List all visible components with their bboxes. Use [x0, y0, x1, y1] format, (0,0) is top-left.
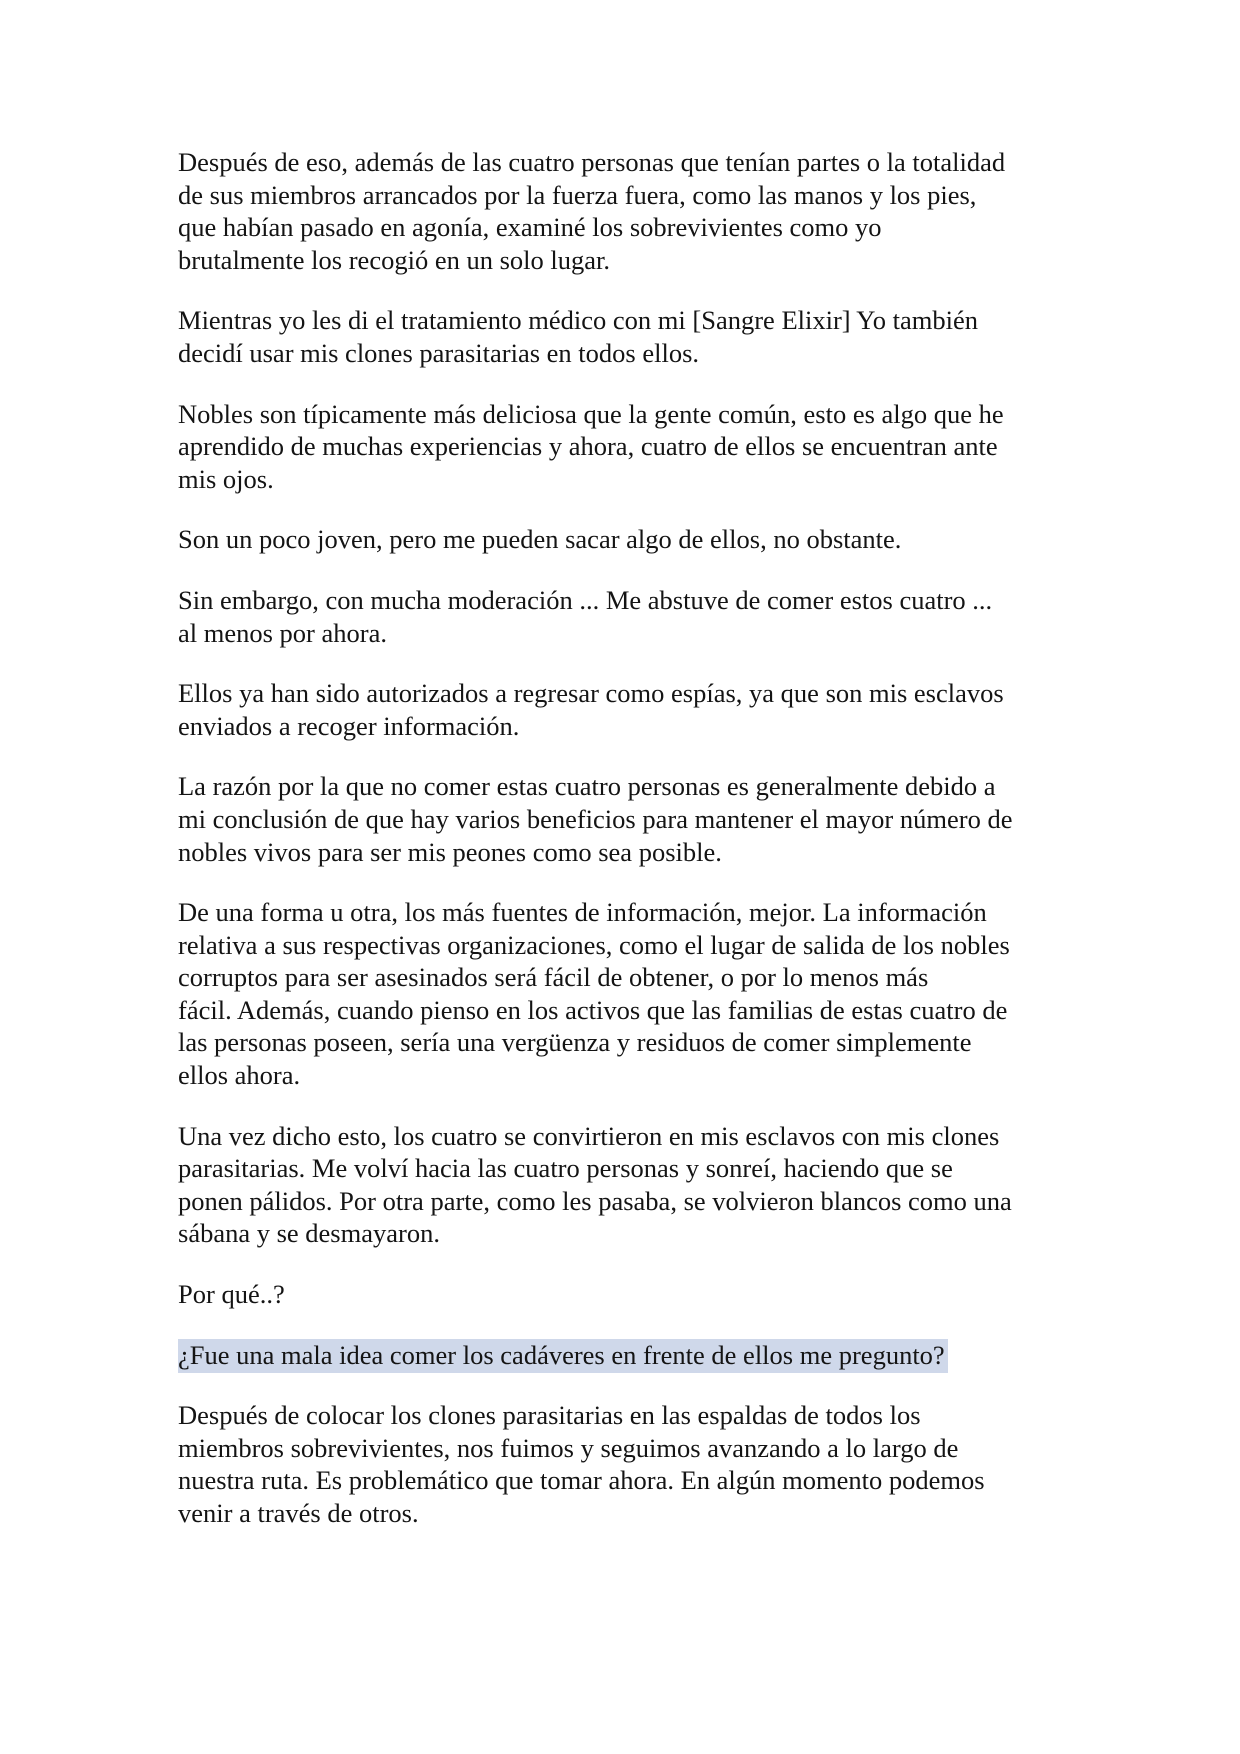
paragraph-line: nobles vivos para ser mis peones como sea posible.	[178, 836, 722, 867]
paragraph-line: mi conclusión de que hay varios beneficios para mantener el mayor número de	[178, 803, 1013, 834]
paragraph-10	[178, 1278, 1088, 1311]
paragraph-line: Nobles son típicamente más deliciosa que la gente común, esto es algo que he	[178, 398, 1004, 429]
paragraph-line: Después de colocar los clones parasitarias en las espaldas de todos los	[178, 1400, 921, 1431]
paragraph-line: ellos ahora.	[178, 1060, 301, 1091]
paragraph-line: corruptos para ser asesinados será fácil de obtener, o por lo menos más	[178, 962, 929, 993]
paragraph-12	[178, 1399, 1088, 1529]
highlighted-text[interactable]: ¿Fue una mala idea comer los cadáveres en frente de ellos me pregunto?	[178, 1339, 948, 1373]
paragraph-line: sábana y se desmayaron.	[178, 1218, 440, 1249]
paragraph-6	[178, 677, 1088, 742]
paragraph-line: Por qué..?	[178, 1279, 285, 1310]
paragraph-line: Después de eso, además de las cuatro personas que tenían partes o la totalidad	[178, 147, 1006, 177]
paragraph-line: mis ojos.	[178, 463, 274, 494]
paragraph-line: relativa a sus respectivas organizaciones, como el lugar de salida de los nobles	[178, 929, 1010, 960]
paragraph-line: que habían pasado en agonía, examiné los sobrevivientes como yo	[178, 212, 882, 243]
paragraph-9	[178, 1120, 1088, 1250]
paragraph-line: Mientras yo les di el tratamiento médico con mi [Sangre Elixir] Yo también	[178, 305, 978, 336]
paragraph-line: de sus miembros arrancados por la fuerza fuera, como las manos y los pies,	[178, 179, 977, 210]
paragraph-line: venir a través de otros.	[178, 1498, 419, 1528]
paragraph-line: Son un poco joven, pero me pueden sacar algo de ellos, no obstante.	[178, 524, 902, 555]
highlight-wrapper	[178, 1339, 1088, 1372]
paragraph-line: enviados a recoger información.	[178, 710, 520, 741]
paragraph-1	[178, 146, 1088, 276]
paragraph-line: nuestra ruta. Es problemático que tomar ahora. En algún momento podemos	[178, 1465, 985, 1496]
paragraph-2	[178, 304, 1088, 369]
paragraph-line: brutalmente los recogió en un solo lugar.	[178, 244, 610, 275]
paragraph-3	[178, 398, 1088, 496]
paragraph-line: fácil. Además, cuando pienso en los activos que las familias de estas cuatro de	[178, 994, 1008, 1025]
paragraph-11-highlighted	[178, 1339, 1088, 1372]
document-body	[178, 146, 1088, 1558]
paragraph-line: Una vez dicho esto, los cuatro se convirtieron en mis esclavos con mis clones	[178, 1120, 1000, 1151]
paragraph-line: aprendido de muchas experiencias y ahora, cuatro de ellos se encuentran ante	[178, 431, 998, 462]
paragraph-5	[178, 584, 1088, 649]
paragraph-line: parasitarias. Me volví hacia las cuatro personas y sonreí, haciendo que se	[178, 1153, 953, 1184]
paragraph-line: las personas poseen, sería una vergüenza y residuos de comer simplemente	[178, 1027, 972, 1058]
paragraph-line: miembros sobrevivientes, nos fuimos y seguimos avanzando a lo largo de	[178, 1432, 959, 1463]
paragraph-line: decidí usar mis clones parasitarias en todos ellos.	[178, 337, 700, 368]
paragraph-line: Sin embargo, con mucha moderación ... Me abstuve de comer estos cuatro ...	[178, 584, 993, 615]
paragraph-line: De una forma u otra, los más fuentes de información, mejor. La información	[178, 897, 987, 928]
paragraph-8	[178, 896, 1088, 1092]
paragraph-4	[178, 523, 1088, 556]
paragraph-7	[178, 770, 1088, 868]
paragraph-line: Ellos ya han sido autorizados a regresar como espías, ya que son mis esclavos	[178, 678, 1004, 709]
paragraph-line: La razón por la que no comer estas cuatro personas es generalmente debido a	[178, 771, 996, 802]
paragraph-line: ponen pálidos. Por otra parte, como les pasaba, se volvieron blancos como una	[178, 1185, 1012, 1216]
paragraph-line: al menos por ahora.	[178, 617, 387, 648]
